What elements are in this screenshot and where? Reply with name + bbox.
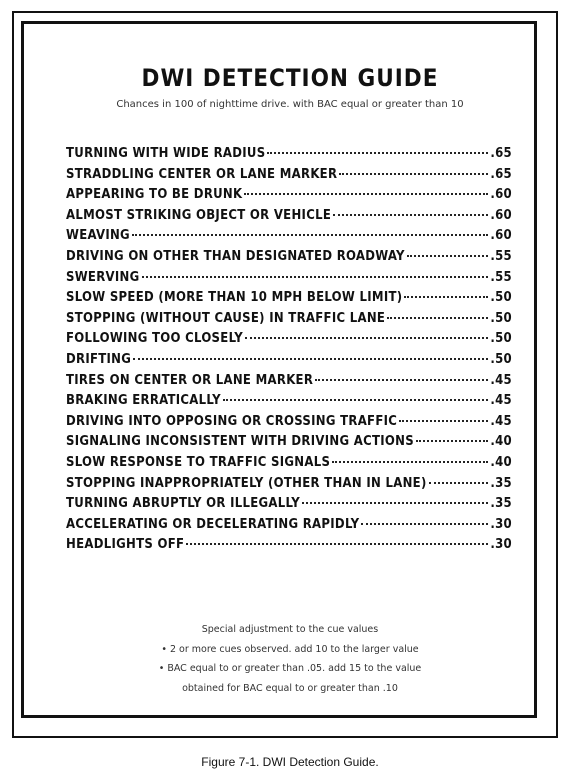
cue-row (66, 146, 512, 167)
cue-label: SLOW SPEED (MORE THAN 10 MPH BELOW LIMIT) (66, 290, 403, 306)
cue-row (66, 373, 512, 394)
cue-label: STRADDLING CENTER OR LANE MARKER (66, 166, 338, 182)
cue-row (66, 249, 512, 270)
cue-leader-dots (186, 542, 488, 545)
cue-leader-dots (332, 460, 488, 463)
cue-value: .30 (490, 537, 512, 553)
cue-leader-dots (245, 336, 488, 339)
cue-row (66, 393, 512, 414)
cue-row (66, 517, 512, 538)
cue-value: .45 (490, 413, 512, 429)
cue-label: DRIVING ON OTHER THAN DESIGNATED ROADWAY (66, 248, 405, 264)
cue-row (66, 208, 512, 229)
cue-label: TIRES ON CENTER OR LANE MARKER (66, 372, 314, 388)
cue-label: SIGNALING INCONSISTENT WITH DRIVING ACTIONS (66, 434, 414, 450)
figure-caption: Figure 7-1. DWI Detection Guide. (201, 755, 379, 769)
adjustment-bullet-multiple-cues: • 2 or more cues observed. add 10 to the larger value (161, 643, 419, 655)
cue-leader-dots (315, 378, 488, 381)
cue-value: .65 (490, 166, 512, 182)
cue-value: .35 (490, 475, 512, 491)
cue-label: SLOW RESPONSE TO TRAFFIC SIGNALS (66, 454, 331, 470)
cue-leader-dots (399, 419, 488, 422)
cue-value: .55 (490, 248, 512, 264)
cue-leader-dots (133, 357, 488, 360)
cue-leader-dots (244, 192, 488, 195)
cue-leader-dots (339, 172, 488, 175)
cue-leader-dots (416, 439, 488, 442)
cue-row (66, 167, 512, 188)
cue-value: .40 (490, 454, 512, 470)
cue-value: .50 (490, 310, 512, 326)
adjustment-notes (0, 620, 580, 698)
cue-value: .55 (490, 269, 512, 285)
cue-label: TURNING ABRUPTLY OR ILLEGALLY (66, 496, 301, 512)
cue-row (66, 331, 512, 352)
cue-row (66, 434, 512, 455)
guide-subtitle: Chances in 100 of nighttime drive. with BAC equal or greater than 10 (116, 99, 464, 110)
cue-value: .35 (490, 496, 512, 512)
cue-value: .60 (490, 228, 512, 244)
cue-row (66, 414, 512, 435)
adjustment-bullet-bac-continued: obtained for BAC equal to or greater than .10 (182, 682, 398, 694)
adjustment-bullet-bac: • BAC equal to or greater than .05. add 15 to the value (158, 663, 422, 675)
guide-title: DWI DETECTION GUIDE (141, 64, 439, 92)
cue-label: TURNING WITH WIDE RADIUS (66, 146, 266, 161)
cue-label: BRAKING ERRATICALLY (66, 393, 221, 409)
cue-value: .60 (490, 187, 512, 203)
cue-value: .60 (490, 207, 512, 223)
cue-value: .50 (490, 331, 512, 347)
cue-row (66, 496, 512, 517)
cue-leader-dots (267, 151, 488, 154)
cue-label: DRIVING INTO OPPOSING OR CROSSING TRAFFIC (66, 413, 398, 429)
cue-row (66, 476, 512, 497)
cue-leader-dots (407, 254, 489, 257)
cue-leader-dots (387, 316, 488, 319)
cue-row (66, 228, 512, 249)
cue-leader-dots (333, 213, 488, 216)
cue-label: ACCELERATING OR DECELERATING RAPIDLY (66, 516, 360, 532)
cue-value: .30 (490, 516, 512, 532)
cue-row (66, 455, 512, 476)
cue-label: ALMOST STRIKING OBJECT OR VEHICLE (66, 207, 332, 223)
cue-row (66, 311, 512, 332)
cue-row (66, 537, 512, 558)
cue-leader-dots (142, 275, 489, 278)
cue-value: .40 (490, 434, 512, 450)
cue-value: .45 (490, 372, 512, 388)
cue-value: .45 (490, 393, 512, 409)
cue-value: .65 (490, 146, 512, 161)
cue-label: APPEARING TO BE DRUNK (66, 187, 243, 203)
adjustment-heading: Special adjustment to the cue values (201, 624, 379, 635)
cue-row (66, 270, 512, 291)
cue-leader-dots (132, 233, 488, 236)
cue-row (66, 352, 512, 373)
cue-label: STOPPING INAPPROPRIATELY (OTHER THAN IN LANE) (66, 475, 427, 491)
cue-value: .50 (490, 290, 512, 306)
cue-label: STOPPING (WITHOUT CAUSE) IN TRAFFIC LANE (66, 310, 386, 326)
cue-leader-dots (429, 481, 489, 484)
cue-label: SWERVING (66, 269, 140, 285)
cue-leader-dots (302, 501, 488, 504)
cue-row (66, 290, 512, 311)
cue-leader-dots (361, 522, 488, 525)
cue-value: .50 (490, 351, 512, 367)
cue-label: FOLLOWING TOO CLOSELY (66, 331, 244, 347)
cue-label: HEADLIGHTS OFF (66, 537, 185, 553)
cue-label: WEAVING (66, 228, 130, 244)
cue-label: DRIFTING (66, 351, 132, 367)
cue-row (66, 187, 512, 208)
cue-leader-dots (404, 295, 488, 298)
cue-list (66, 146, 512, 558)
cue-leader-dots (223, 398, 488, 401)
